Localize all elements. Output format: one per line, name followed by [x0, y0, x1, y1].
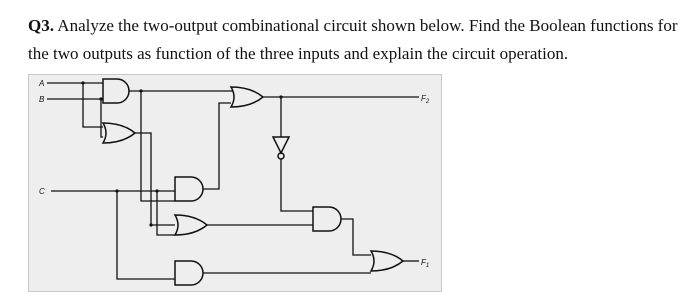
or-gate-middle: [175, 215, 207, 235]
wire-and6-to-f1-gate: [341, 219, 371, 255]
circuit-diagram: [29, 75, 441, 291]
question-text: [28, 12, 678, 68]
wire-c-to-or4: [157, 191, 175, 235]
question-body: Analyze the two-output combinational circuit shown below. Find the Boolean functions for the two outputs as function of the three inputs and explain the circuit operation.: [28, 16, 678, 63]
input-c-label: C: [39, 187, 45, 196]
or-gate-f1: [371, 251, 403, 271]
wire-inverter-to-and6: [281, 159, 313, 211]
wire-a-to-and2: [83, 83, 103, 127]
and-gate-abc: [175, 177, 203, 201]
or-gate-ab: [103, 123, 135, 143]
input-a-label: A: [39, 79, 45, 88]
wire-abc-to-f2-gate: [203, 103, 231, 189]
inverter-gate: [273, 137, 289, 153]
and-gate-f1-pre: [313, 207, 341, 231]
and-gate-bottom: [175, 261, 203, 285]
output-f2-label: $F_2$: [421, 94, 430, 105]
or-gate-f2: [231, 87, 263, 107]
wire-ab-to-and3: [141, 91, 175, 201]
wire-b-to-and2: [101, 99, 103, 137]
and-gate-ab: [103, 79, 129, 103]
circuit-diagram-panel: [28, 74, 442, 292]
question-number: Q3.: [28, 16, 54, 35]
input-b-label: B: [39, 95, 45, 104]
output-f1-label: $F_1$: [421, 258, 430, 269]
